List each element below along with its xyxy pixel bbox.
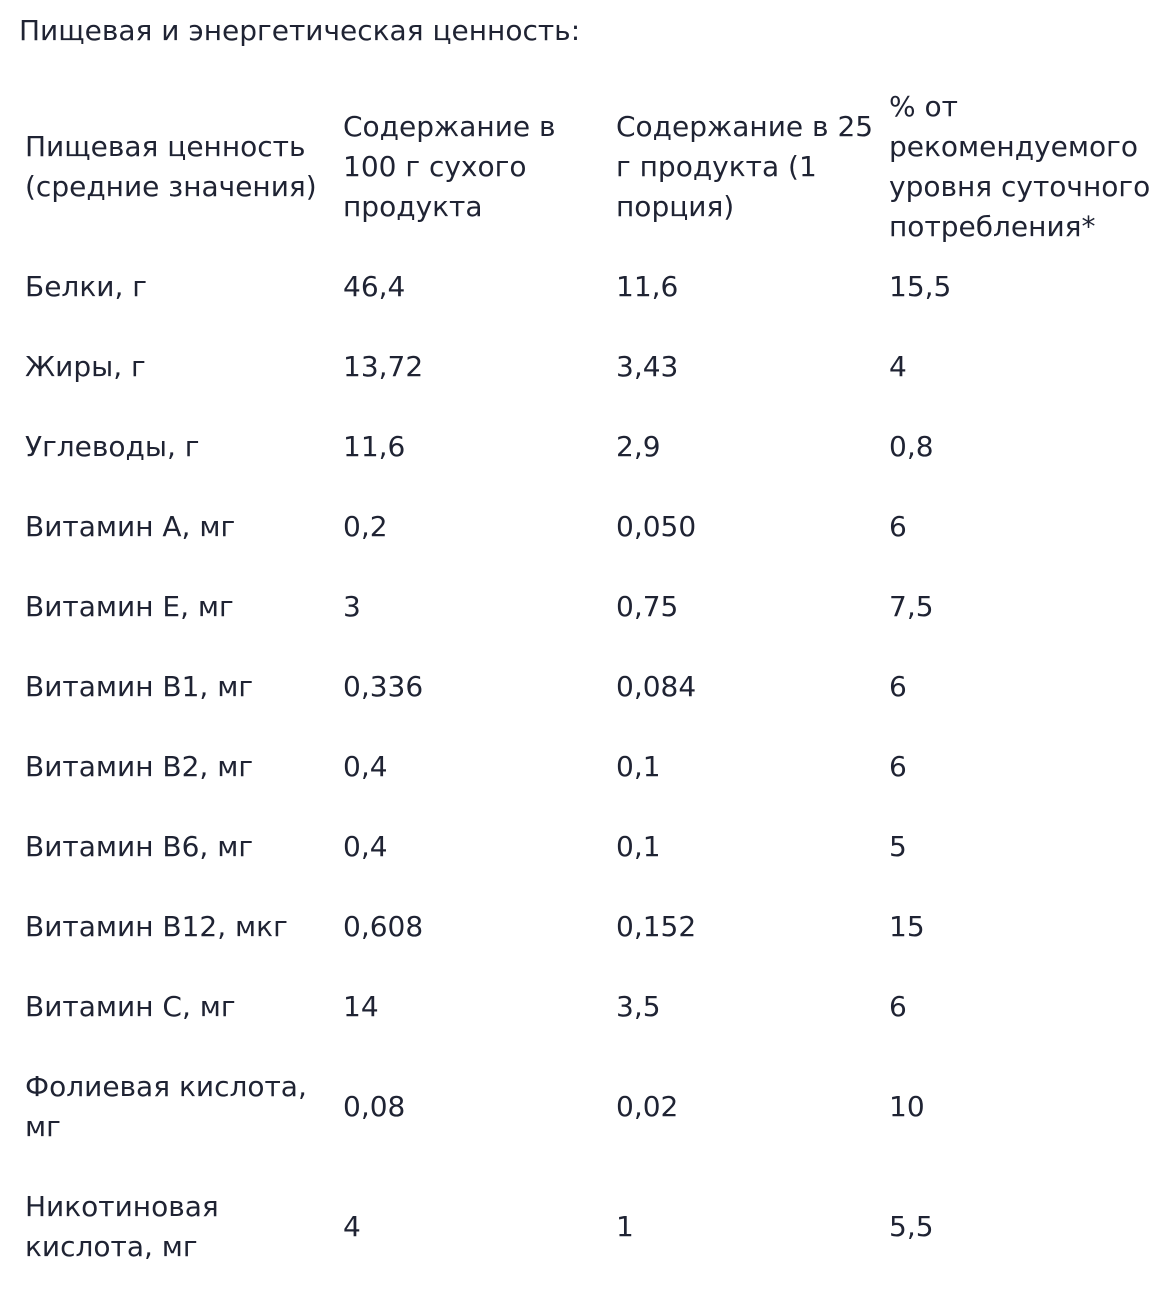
header-per-100g: Содержание в 100 г сухого продукта	[343, 110, 556, 223]
value-per-25g: 0,75	[616, 590, 679, 623]
value-per-100g: 0,08	[343, 1090, 406, 1123]
nutrient-name: Фолиевая кислота, мг	[25, 1070, 307, 1143]
header-per-25g: Содержание в 25 г продукта (1 порция)	[616, 110, 874, 223]
value-per-100g: 46,4	[343, 270, 406, 303]
value-per-100g: 0,2	[343, 510, 388, 543]
value-daily-percent: 4	[889, 350, 907, 383]
nutrient-name: Никотиновая кислота, мг	[25, 1190, 219, 1263]
value-per-100g: 14	[343, 990, 379, 1023]
value-daily-percent: 6	[889, 670, 907, 703]
value-daily-percent: 7,5	[889, 590, 934, 623]
value-daily-percent: 15	[889, 910, 925, 943]
nutrition-table	[25, 87, 1176, 1287]
table-row	[25, 727, 1176, 807]
value-per-100g: 3	[343, 590, 361, 623]
table-row	[25, 1167, 1176, 1287]
value-per-100g: 13,72	[343, 350, 424, 383]
value-daily-percent: 6	[889, 510, 907, 543]
value-daily-percent: 15,5	[889, 270, 952, 303]
nutrient-name: Жиры, г	[25, 350, 146, 383]
value-daily-percent: 5	[889, 830, 907, 863]
value-per-100g: 4	[343, 1210, 361, 1243]
table-row	[25, 967, 1176, 1047]
value-per-25g: 3,43	[616, 350, 679, 383]
value-per-100g: 0,4	[343, 830, 388, 863]
value-daily-percent: 10	[889, 1090, 925, 1123]
value-per-25g: 0,050	[616, 510, 697, 543]
nutrient-name: Витамин В2, мг	[25, 750, 254, 783]
nutrient-name: Витамин С, мг	[25, 990, 236, 1023]
value-per-25g: 11,6	[616, 270, 679, 303]
table-row	[25, 407, 1176, 487]
table-row	[25, 567, 1176, 647]
value-per-100g: 11,6	[343, 430, 406, 463]
value-per-25g: 2,9	[616, 430, 661, 463]
value-per-25g: 1	[616, 1210, 634, 1243]
value-daily-percent: 6	[889, 990, 907, 1023]
value-per-25g: 3,5	[616, 990, 661, 1023]
nutrient-name: Витамин В1, мг	[25, 670, 254, 703]
value-daily-percent: 5,5	[889, 1210, 934, 1243]
value-per-100g: 0,4	[343, 750, 388, 783]
table-row	[25, 487, 1176, 567]
nutrient-name: Витамин В6, мг	[25, 830, 254, 863]
value-per-25g: 0,02	[616, 1090, 679, 1123]
nutrient-name: Углеводы, г	[25, 430, 200, 463]
value-per-100g: 0,608	[343, 910, 424, 943]
value-per-25g: 0,1	[616, 750, 661, 783]
value-per-100g: 0,336	[343, 670, 424, 703]
page-title: Пищевая и энергетическая ценность:	[19, 14, 581, 47]
nutrient-name: Витамин А, мг	[25, 510, 236, 543]
value-per-25g: 0,152	[616, 910, 697, 943]
value-per-25g: 0,084	[616, 670, 697, 703]
header-daily-percent: % от рекомендуемого уровня суточного потребления*	[889, 90, 1151, 243]
table-row	[25, 887, 1176, 967]
nutrient-name: Белки, г	[25, 270, 147, 303]
value-daily-percent: 6	[889, 750, 907, 783]
table-row	[25, 327, 1176, 407]
table-row	[25, 647, 1176, 727]
table-row	[25, 1047, 1176, 1167]
nutrient-name: Витамин Е, мг	[25, 590, 234, 623]
table-row	[25, 247, 1176, 327]
table-row	[25, 807, 1176, 887]
table-header-row	[25, 87, 1176, 247]
nutrient-name: Витамин В12, мкг	[25, 910, 288, 943]
value-per-25g: 0,1	[616, 830, 661, 863]
value-daily-percent: 0,8	[889, 430, 934, 463]
header-nutrient: Пищевая ценность (средние значения)	[25, 130, 317, 203]
